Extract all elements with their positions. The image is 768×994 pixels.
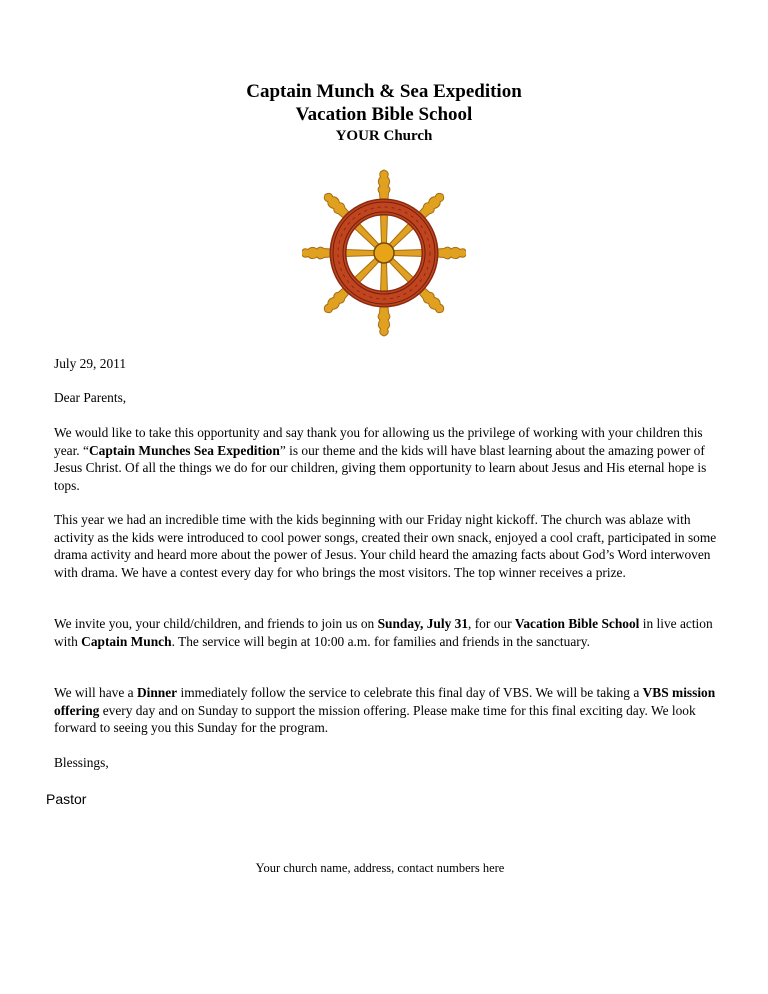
letter-signature: Pastor	[46, 791, 87, 807]
ship-wheel-icon	[302, 168, 466, 338]
letter-greeting: Dear Parents,	[54, 390, 127, 405]
letter-subtitle: Vacation Bible School	[295, 104, 473, 125]
letter-title: Captain Munch & Sea Expedition	[246, 81, 522, 102]
paragraph-invitation: We invite you, your child/children, and friends to join us on Sunday, July 31, for our Vacation Bible School in live action with Captain Munch. The service will begin at 10:00 a.m. for families and friends in the sanctuary.	[54, 616, 713, 649]
church-name: YOUR Church	[335, 128, 433, 144]
paragraph-dinner: We will have a Dinner immediately follow the service to celebrate this final day of VBS. We will be taking a VBS mission offering every day and on Sunday to support the mission offering. Please make time for this final exciting day. We look forward to seeing you this Sunday for the program.	[54, 685, 716, 735]
church-contact-footer: Your church name, address, contact numbers here	[255, 861, 505, 875]
paragraph-kickoff: This year we had an incredible time with the kids beginning with our Friday night kickoff. The church was ablaze with activity as the kids were introduced to cool power songs, created their own snack, enjoyed a cool craft, participated in some drama activity and heard more about the power of Jesus. Your child heard the amazing facts about God’s Word interwoven with drama. We have a contest every day for who brings the most visitors. The top winner receives a prize.	[54, 512, 717, 580]
letter-date: July 29, 2011	[54, 356, 127, 371]
paragraph-thank-you: We would like to take this opportunity and say thank you for allowing us the privilege of working with your children this year. “Captain Munches Sea Expedition” is our theme and the kids will have blast learning about the amazing power of Jesus Christ. Of all the things we do for our children, giving them opportunity to learn about Jesus and His eternal hope is tops.	[54, 425, 707, 493]
letter-closing: Blessings,	[54, 755, 109, 770]
